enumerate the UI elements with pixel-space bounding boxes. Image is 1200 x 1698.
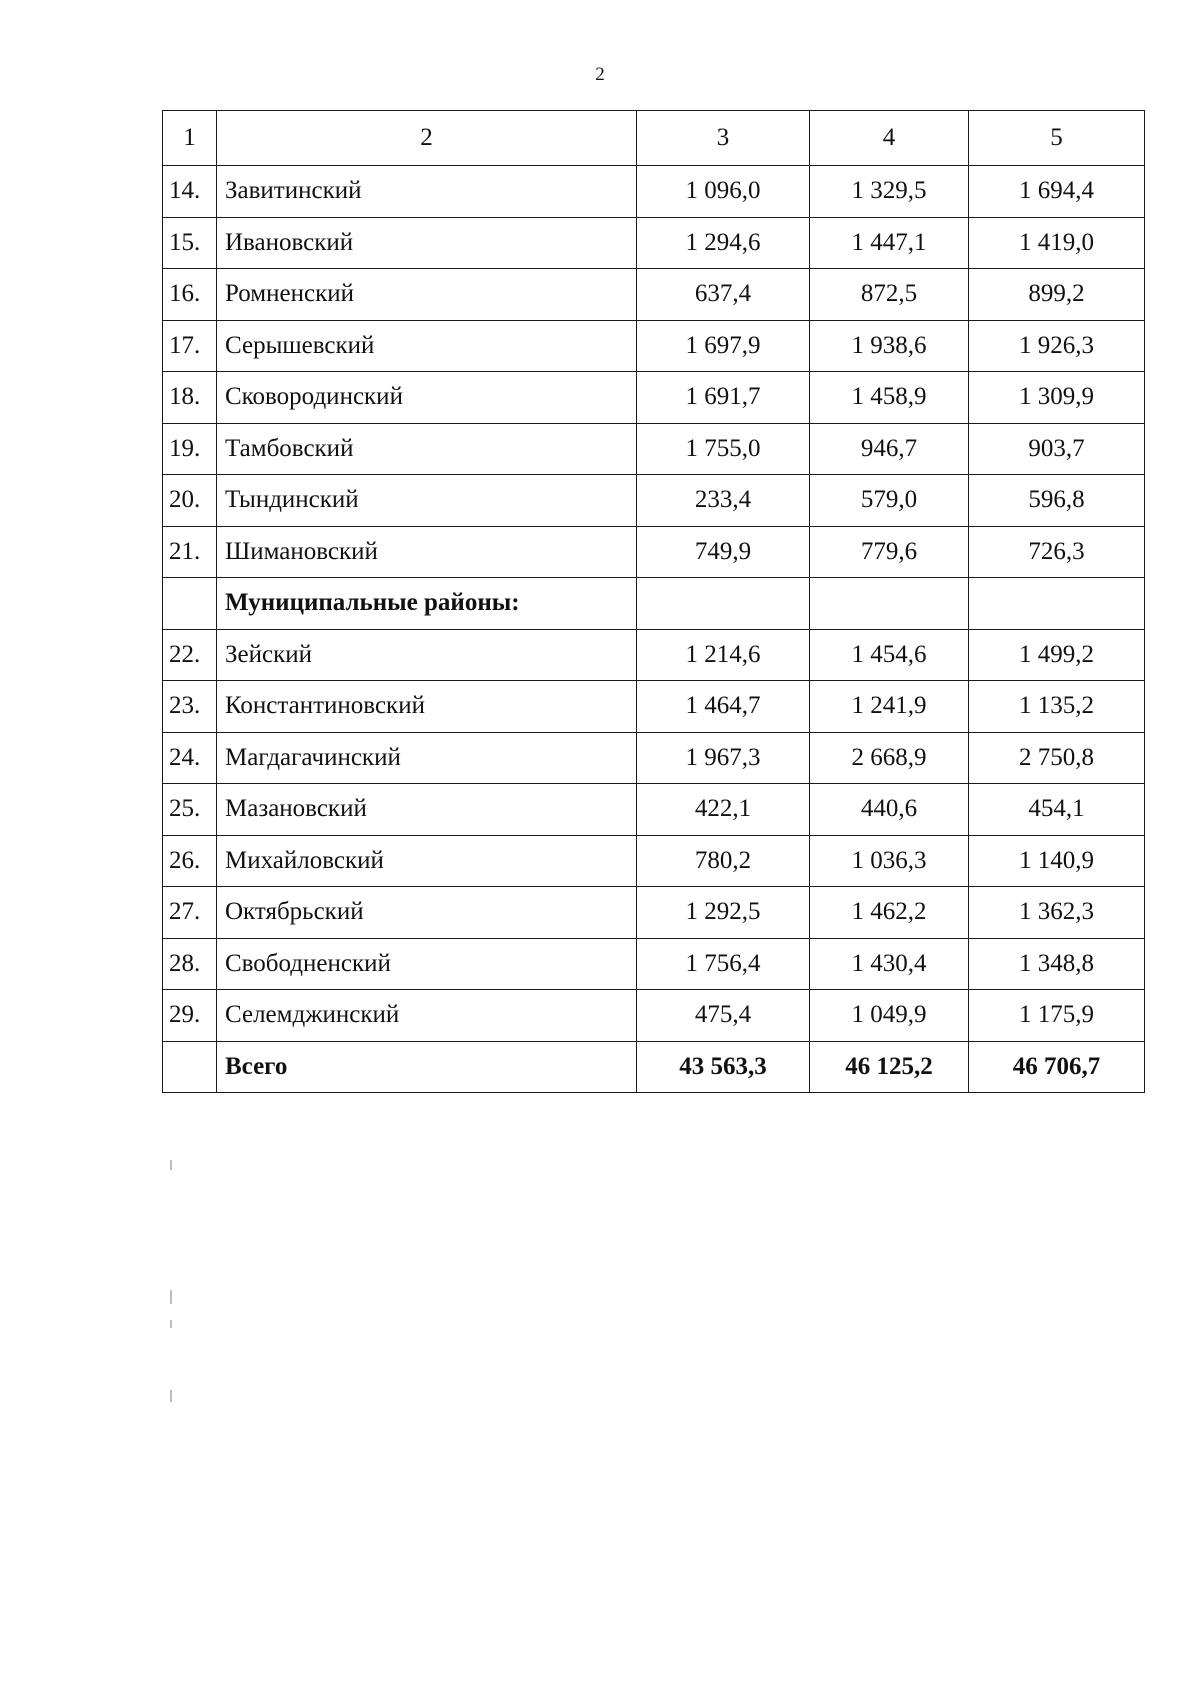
value-col5-cell: 726,3 <box>969 526 1145 578</box>
value-col5-cell: 454,1 <box>969 784 1145 836</box>
scan-speck <box>170 1160 172 1170</box>
table-row <box>163 526 1145 578</box>
value-col3-cell: 1 691,7 <box>637 372 810 424</box>
header-cell: 1 <box>163 111 217 166</box>
table-row <box>163 938 1145 990</box>
value-col4-cell: 1 329,5 <box>810 166 969 218</box>
value-col3-cell: 1 697,9 <box>637 320 810 372</box>
row-number-cell: 28. <box>163 938 217 990</box>
value-col5-cell: 1 309,9 <box>969 372 1145 424</box>
row-number-cell: 25. <box>163 784 217 836</box>
row-number-cell: 23. <box>163 681 217 733</box>
value-col4-cell: 1 458,9 <box>810 372 969 424</box>
value-col5-cell: 1 694,4 <box>969 166 1145 218</box>
district-name-cell: Шимановский <box>217 526 637 578</box>
table-row <box>163 681 1145 733</box>
value-col4-cell: 779,6 <box>810 526 969 578</box>
row-number-cell <box>163 1041 217 1093</box>
table-row <box>163 166 1145 218</box>
row-number-cell: 19. <box>163 423 217 475</box>
value-col5-cell: 46 706,7 <box>969 1041 1145 1093</box>
row-number-cell: 20. <box>163 475 217 527</box>
value-col5-cell: 1 348,8 <box>969 938 1145 990</box>
value-col3-cell: 1 096,0 <box>637 166 810 218</box>
value-col4-cell: 1 447,1 <box>810 217 969 269</box>
table-row <box>163 732 1145 784</box>
value-col4-cell: 1 462,2 <box>810 887 969 939</box>
row-number-cell: 24. <box>163 732 217 784</box>
value-col3-cell: 1 755,0 <box>637 423 810 475</box>
row-number-cell: 29. <box>163 990 217 1042</box>
header-cell: 2 <box>217 111 637 166</box>
value-col5-cell: 1 362,3 <box>969 887 1145 939</box>
value-col5-cell: 903,7 <box>969 423 1145 475</box>
value-col4-cell: 1 430,4 <box>810 938 969 990</box>
district-name-cell: Мазановский <box>217 784 637 836</box>
value-col5-cell: 1 499,2 <box>969 629 1145 681</box>
row-number-cell: 21. <box>163 526 217 578</box>
value-col4-cell: 440,6 <box>810 784 969 836</box>
value-col3-cell: 1 292,5 <box>637 887 810 939</box>
table-row <box>163 475 1145 527</box>
value-col5-cell: 1 926,3 <box>969 320 1145 372</box>
value-col3-cell <box>637 578 810 630</box>
value-col3-cell: 1 214,6 <box>637 629 810 681</box>
value-col4-cell: 1 241,9 <box>810 681 969 733</box>
district-name-cell: Всего <box>217 1041 637 1093</box>
value-col4-cell: 2 668,9 <box>810 732 969 784</box>
row-number-cell: 26. <box>163 835 217 887</box>
scan-speck <box>170 1290 172 1304</box>
value-col3-cell: 780,2 <box>637 835 810 887</box>
district-name-cell: Завитинский <box>217 166 637 218</box>
district-name-cell: Ивановский <box>217 217 637 269</box>
district-name-cell: Муниципальные районы: <box>217 578 637 630</box>
district-name-cell: Константиновский <box>217 681 637 733</box>
district-name-cell: Серышевский <box>217 320 637 372</box>
value-col5-cell: 1 140,9 <box>969 835 1145 887</box>
value-col4-cell: 579,0 <box>810 475 969 527</box>
district-name-cell: Магдагачинский <box>217 732 637 784</box>
value-col3-cell: 43 563,3 <box>637 1041 810 1093</box>
value-col3-cell: 422,1 <box>637 784 810 836</box>
district-name-cell: Тамбовский <box>217 423 637 475</box>
district-name-cell: Свободненский <box>217 938 637 990</box>
header-cell: 3 <box>637 111 810 166</box>
value-col3-cell: 1 464,7 <box>637 681 810 733</box>
value-col5-cell: 2 750,8 <box>969 732 1145 784</box>
value-col5-cell: 899,2 <box>969 269 1145 321</box>
table-row <box>163 784 1145 836</box>
header-cell: 4 <box>810 111 969 166</box>
row-number-cell: 27. <box>163 887 217 939</box>
table-row <box>163 217 1145 269</box>
section-heading-row <box>163 578 1145 630</box>
value-col4-cell: 1 454,6 <box>810 629 969 681</box>
value-col4-cell: 1 938,6 <box>810 320 969 372</box>
district-name-cell: Тындинский <box>217 475 637 527</box>
data-table <box>162 110 1145 1093</box>
row-number-cell: 16. <box>163 269 217 321</box>
scan-speck <box>170 1390 172 1402</box>
row-number-cell: 22. <box>163 629 217 681</box>
district-name-cell: Сковородинский <box>217 372 637 424</box>
row-number-cell: 18. <box>163 372 217 424</box>
table-row <box>163 320 1145 372</box>
district-name-cell: Михайловский <box>217 835 637 887</box>
row-number-cell: 15. <box>163 217 217 269</box>
value-col3-cell: 1 967,3 <box>637 732 810 784</box>
district-name-cell: Селемджинский <box>217 990 637 1042</box>
value-col5-cell <box>969 578 1145 630</box>
table-row <box>163 423 1145 475</box>
row-number-cell: 17. <box>163 320 217 372</box>
value-col5-cell: 1 135,2 <box>969 681 1145 733</box>
value-col5-cell: 1 419,0 <box>969 217 1145 269</box>
total-row <box>163 1041 1145 1093</box>
district-name-cell: Октябрьский <box>217 887 637 939</box>
value-col4-cell: 46 125,2 <box>810 1041 969 1093</box>
value-col4-cell: 1 036,3 <box>810 835 969 887</box>
value-col4-cell: 1 049,9 <box>810 990 969 1042</box>
value-col4-cell <box>810 578 969 630</box>
table-row <box>163 990 1145 1042</box>
table-row <box>163 629 1145 681</box>
value-col3-cell: 749,9 <box>637 526 810 578</box>
row-number-cell <box>163 578 217 630</box>
value-col3-cell: 637,4 <box>637 269 810 321</box>
table-header-row <box>163 111 1145 166</box>
header-cell: 5 <box>969 111 1145 166</box>
value-col3-cell: 1 294,6 <box>637 217 810 269</box>
value-col3-cell: 475,4 <box>637 990 810 1042</box>
scan-speck <box>170 1320 172 1328</box>
value-col4-cell: 872,5 <box>810 269 969 321</box>
page-number: 2 <box>595 64 605 85</box>
table-row <box>163 887 1145 939</box>
table-row <box>163 835 1145 887</box>
row-number-cell: 14. <box>163 166 217 218</box>
value-col5-cell: 596,8 <box>969 475 1145 527</box>
table-row <box>163 372 1145 424</box>
district-name-cell: Зейский <box>217 629 637 681</box>
district-name-cell: Ромненский <box>217 269 637 321</box>
value-col3-cell: 233,4 <box>637 475 810 527</box>
value-col4-cell: 946,7 <box>810 423 969 475</box>
value-col3-cell: 1 756,4 <box>637 938 810 990</box>
value-col5-cell: 1 175,9 <box>969 990 1145 1042</box>
table-row <box>163 269 1145 321</box>
table-body <box>163 111 1145 1093</box>
